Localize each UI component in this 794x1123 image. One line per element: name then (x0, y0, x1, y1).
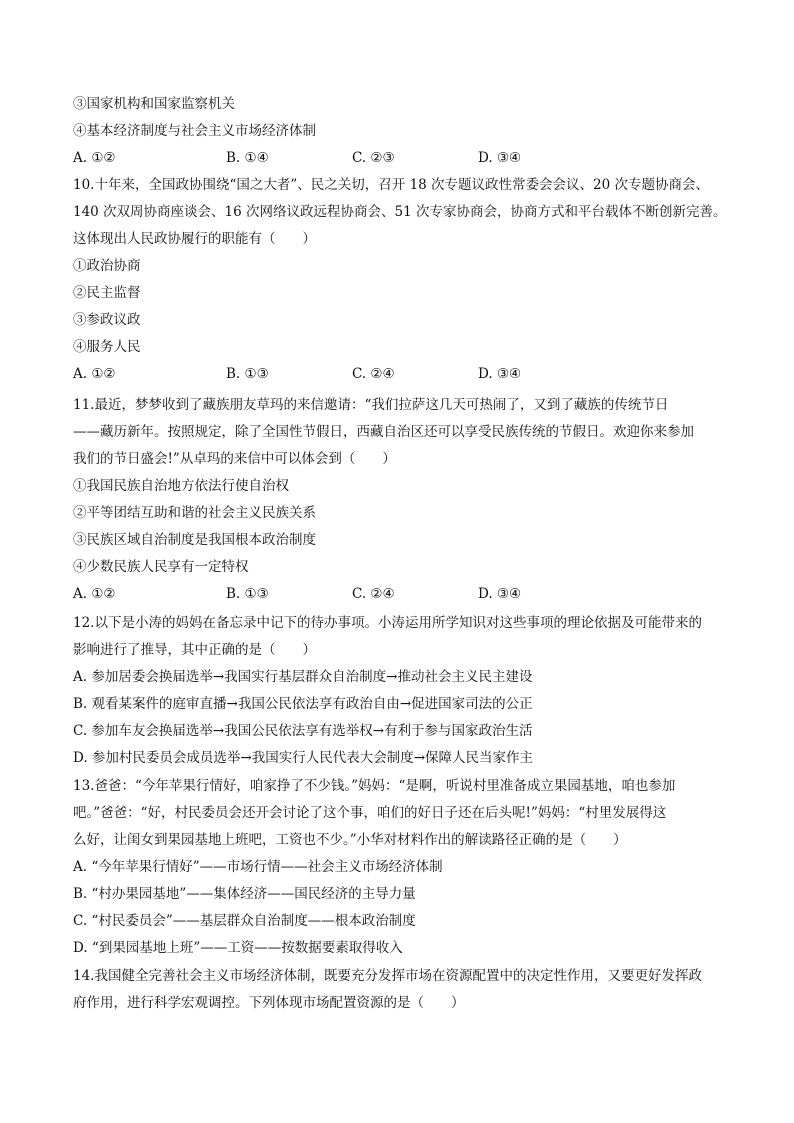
q11-option-c: C. ②④ (352, 586, 395, 602)
q12-choice-a: A. 参加居委会换届选举→我国实行基层群众自治制度→推动社会主义民主建设 (73, 669, 533, 685)
q12-stem-line-2: 影响进行了推导，其中正确的是（ ） (73, 642, 316, 658)
q10-item-3: ③参政议政 (73, 312, 141, 328)
q10-item-1: ①政治协商 (73, 258, 141, 274)
q11-item-1: ①我国民族自治地方依法行使自治权 (73, 478, 289, 494)
q13-stem-line-1: 13.爸爸：“今年苹果行情好，咱家挣了不少钱。”妈妈：“是啊，听说村里准备成立果园基地，咱也参加 (73, 778, 676, 794)
q13-choice-a: A. “今年苹果行情好”——市场行情——社会主义市场经济体制 (73, 859, 443, 875)
q10-item-4: ④服务人民 (73, 339, 141, 355)
q12-choice-c: C. 参加车友会换届选举→我国公民依法享有选举权→有利于参与国家政治生活 (73, 723, 533, 739)
q10-option-c: C. ②④ (352, 366, 395, 382)
q10-item-2: ②民主监督 (73, 285, 141, 301)
q11-item-2: ②平等团结互助和谐的社会主义民族关系 (73, 505, 316, 521)
q9-option-b: B. ①④ (226, 150, 269, 166)
q9-item-3: ③国家机构和国家监察机关 (73, 96, 235, 112)
q11-item-4: ④少数民族人民享有一定特权 (73, 559, 249, 575)
q12-choice-d: D. 参加村民委员会成员选举→我国实行人民代表大会制度→保障人民当家作主 (73, 750, 534, 766)
q10-stem-line-1: 10.十年来，全国政协围绕“国之大者”、民之关切，召开 18 次专题议政性常委会会议、20 次专题协商会、 (73, 177, 710, 193)
q13-stem-line-2: 吧。”爸爸：“好，村民委员会还开会讨论了这个事，咱们的好日子还在后头呢!”妈妈：“村里发展得这 (73, 805, 667, 821)
q11-option-b: B. ①③ (226, 586, 269, 602)
q11-option-d: D. ③④ (478, 586, 522, 602)
q13-choice-d: D. “到果园基地上班”——工资——按数据要素取得收入 (73, 940, 403, 956)
q10-stem-line-3: 这体现出人民政协履行的职能有（ ） (73, 231, 316, 247)
q9-option-c: C. ②③ (352, 150, 395, 166)
q11-stem-line-1: 11.最近，梦梦收到了藏族朋友草玛的来信邀请：“我们拉萨这几天可热闹了，又到了藏族的传统节日 (73, 397, 669, 413)
q12-stem-line-1: 12.以下是小涛的妈妈在备忘录中记下的待办事项。小涛运用所学知识对这些事项的理论依据及可能带来的 (73, 615, 702, 631)
q9-option-d: D. ③④ (478, 150, 522, 166)
q13-choice-c: C. “村民委员会”——基层群众自治制度——根本政治制度 (73, 913, 416, 929)
q10-option-d: D. ③④ (478, 366, 522, 382)
q11-option-a: A. ①② (73, 586, 116, 602)
q11-item-3: ③民族区域自治制度是我国根本政治制度 (73, 532, 316, 548)
q9-option-a: A. ①② (73, 150, 116, 166)
q10-option-b: B. ①③ (226, 366, 269, 382)
q10-option-a: A. ①② (73, 366, 116, 382)
q9-item-4: ④基本经济制度与社会主义市场经济体制 (73, 123, 316, 139)
q10-stem-line-2: 140 次双周协商座谈会、16 次网络议政远程协商会、51 次专家协商会，协商方式和平台载体不断创新完善。 (73, 204, 727, 220)
q11-stem-line-2: ——藏历新年。按照规定，除了全国性节假日，西藏自治区还可以享受民族传统的节假日。欢迎你来参加 (73, 424, 694, 440)
q13-choice-b: B. “村办果园基地”——集体经济——国民经济的主导力量 (73, 886, 416, 902)
q14-stem-line-2: 府作用，进行科学宏观调控。下列体现市场配置资源的是（ ） (73, 995, 465, 1011)
q14-stem-line-1: 14.我国健全完善社会主义市场经济体制，既要充分发挥市场在资源配置中的决定性作用，又要更好发挥政 (73, 968, 702, 984)
q11-stem-line-3: 我们的节日盛会!”从卓玛的来信中可以体会到（ ） (73, 451, 396, 467)
q12-choice-b: B. 观看某案件的庭审直播→我国公民依法享有政治自由→促进国家司法的公正 (73, 696, 533, 712)
q13-stem-line-3: 么好，让闺女到果园基地上班吧，工资也不少。”小华对材料作出的解读路径正确的是（ ） (73, 832, 627, 848)
